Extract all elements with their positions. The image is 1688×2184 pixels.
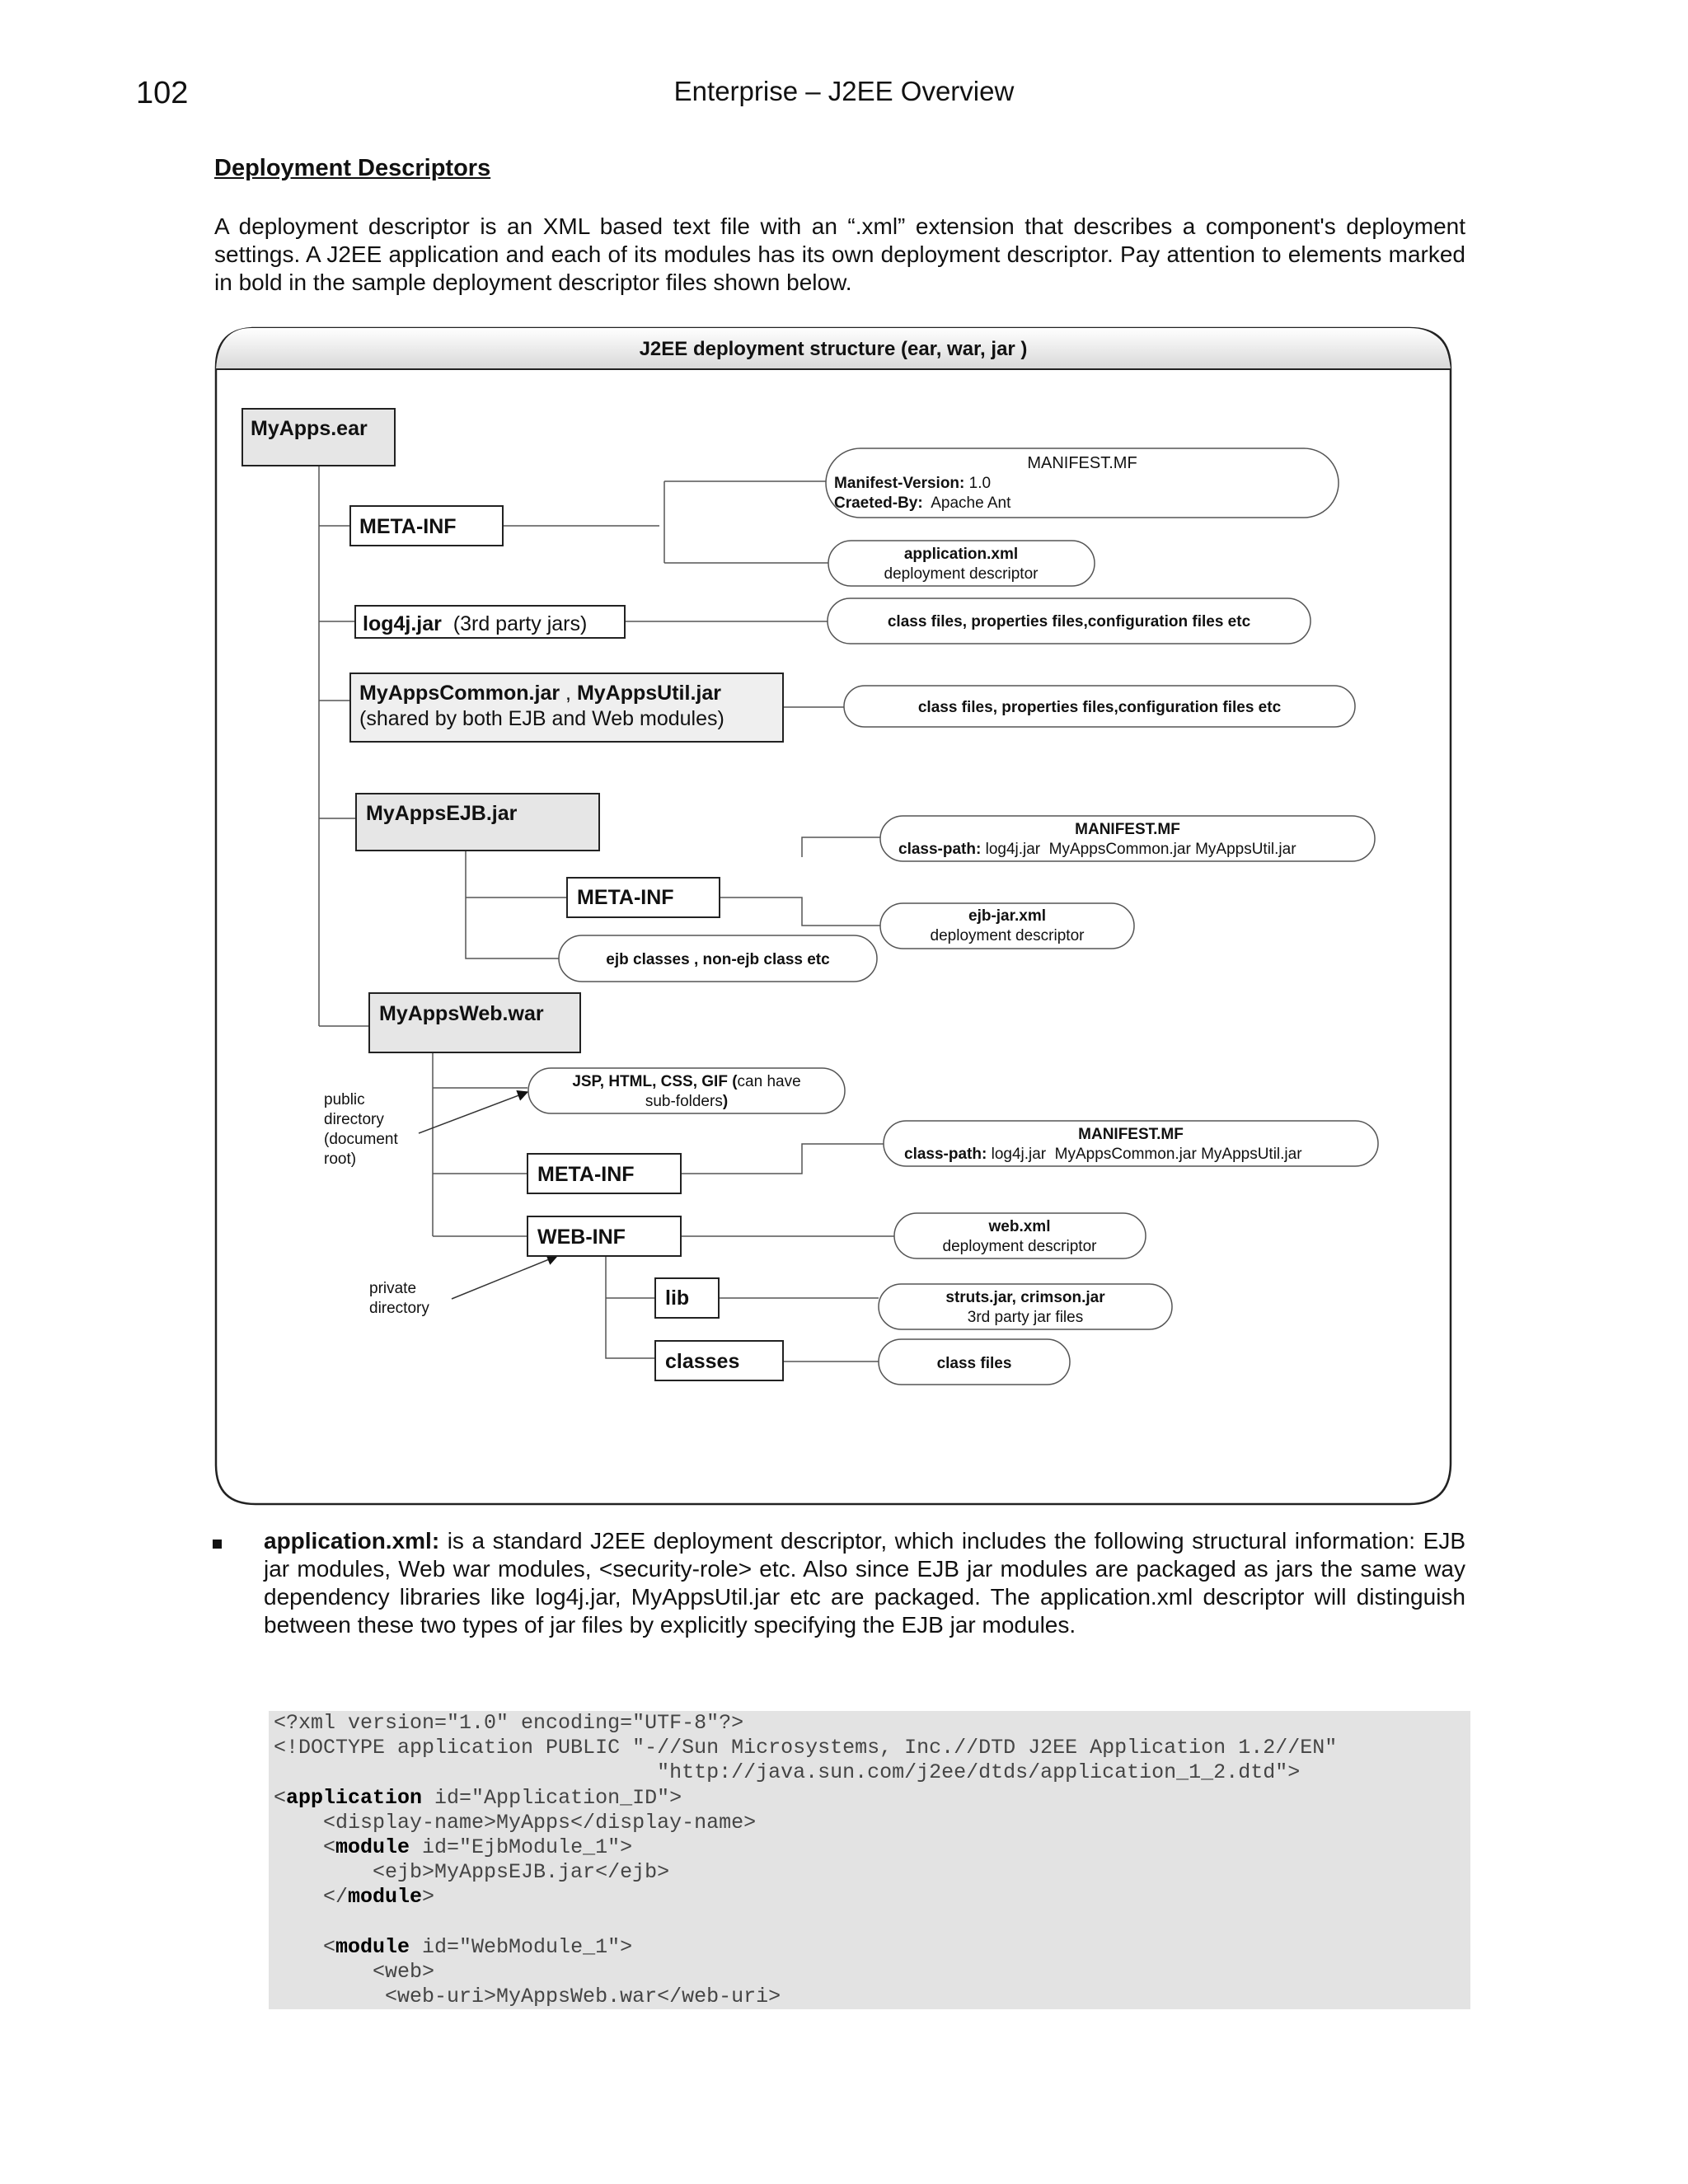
svg-text:log4j.jar (3rd party jars) xyxy=(363,612,587,635)
code-line: <module id="EjbModule_1"> xyxy=(274,1835,633,1859)
running-header: Enterprise – J2EE Overview xyxy=(673,76,1015,106)
meta-inf-box xyxy=(350,506,503,546)
bullet-marker xyxy=(213,1540,222,1549)
svg-text:class files: class files xyxy=(936,1355,1012,1372)
code-line: <web> xyxy=(274,1959,435,1984)
bullet-paragraph xyxy=(264,1527,1465,1639)
code-line: <application id="Application_ID"> xyxy=(274,1785,682,1810)
svg-text:struts.jar, crimson.jar: struts.jar, crimson.jar xyxy=(945,1289,1105,1306)
svg-text:class-path: log4j.jar MyAppsC: class-path: log4j.jar MyAppsCommon.jar MyAppsUtil.jar xyxy=(904,1146,1302,1163)
svg-text:JSP, HTML, CSS, GIF (can have: JSP, HTML, CSS, GIF (can have xyxy=(572,1073,801,1090)
jsp-html-node xyxy=(528,1068,845,1113)
class-files-node-3 xyxy=(879,1339,1070,1385)
code-line xyxy=(274,1910,1470,1935)
code-line: <web-uri>MyAppsWeb.war</web-uri> xyxy=(274,1985,781,2009)
ejb-jar-box xyxy=(356,794,599,851)
class-files-node-1 xyxy=(828,598,1311,644)
log4j-note: (3rd party jars) xyxy=(441,612,588,635)
log4j-name: log4j.jar xyxy=(363,612,442,635)
code-line: <display-name>MyApps</display-name> xyxy=(274,1810,757,1835)
svg-text:3rd party jar files: 3rd party jar files xyxy=(967,1309,1084,1326)
class-files-node-2 xyxy=(844,686,1355,727)
classes-label: classes xyxy=(665,1350,740,1373)
war-box xyxy=(369,993,580,1052)
svg-text:directory: directory xyxy=(324,1111,384,1128)
war-meta-inf-box xyxy=(528,1154,681,1193)
manifest-title-1: MANIFEST.MF xyxy=(1027,454,1137,472)
ejb-classes-node xyxy=(559,935,877,982)
svg-text:sub-folders): sub-folders) xyxy=(645,1093,729,1110)
war-label: MyAppsWeb.war xyxy=(379,1002,544,1025)
ejb-jar-label: MyAppsEJB.jar xyxy=(366,802,518,825)
public-directory-label xyxy=(324,1091,398,1168)
code-line: <ejb>MyAppsEJB.jar</ejb> xyxy=(274,1860,670,1885)
page-number: 102 xyxy=(136,76,189,110)
meta-inf-label: META-INF xyxy=(359,515,457,538)
manifest-node-war xyxy=(884,1121,1378,1166)
diagram-title: J2EE deployment structure (ear, war, jar ) xyxy=(639,338,1028,360)
manifest-node-ear xyxy=(826,448,1339,518)
svg-text:deployment descriptor: deployment descriptor xyxy=(930,927,1085,944)
manifest-node-ejb xyxy=(880,816,1375,861)
svg-text:class files, properties files,: class files, properties files,configuration files etc xyxy=(887,613,1251,630)
svg-text:private: private xyxy=(369,1280,417,1297)
svg-text:public: public xyxy=(324,1091,365,1108)
util-jar-name: MyAppsUtil.jar xyxy=(576,682,721,705)
ear-box xyxy=(242,409,395,466)
web-inf-label: WEB-INF xyxy=(537,1226,626,1249)
svg-text:(document: (document xyxy=(324,1131,398,1148)
svg-text:class files, properties files,: class files, properties files,configuration files etc xyxy=(917,699,1282,716)
svg-text:MyAppsCommon.jar , MyAppsUtil.: MyAppsCommon.jar , MyAppsUtil.jar xyxy=(359,682,721,705)
code-block xyxy=(269,1711,1470,2009)
svg-text:web.xml: web.xml xyxy=(988,1218,1051,1235)
svg-text:directory: directory xyxy=(369,1300,429,1317)
common-jar-note: (shared by both EJB and Web modules) xyxy=(359,707,724,730)
bullet-term: application.xml: xyxy=(264,1528,440,1554)
svg-text:deployment descriptor: deployment descriptor xyxy=(942,1238,1097,1255)
application-xml-name: application.xml xyxy=(903,546,1019,563)
application-xml-desc: deployment descriptor xyxy=(884,565,1039,583)
ejb-meta-inf-box xyxy=(567,878,720,917)
svg-text:Craeted-By: Apache Ant: Craeted-By: Apache Ant xyxy=(834,494,1011,512)
ear-label: MyApps.ear xyxy=(251,417,368,440)
svg-text:MANIFEST.MF: MANIFEST.MF xyxy=(1078,1126,1184,1143)
svg-text:MANIFEST.MF: MANIFEST.MF xyxy=(1075,821,1180,838)
war-meta-inf-label: META-INF xyxy=(537,1163,635,1186)
struts-jar-node xyxy=(879,1284,1172,1329)
lib-label: lib xyxy=(665,1286,690,1310)
svg-text:ejb classes , non-ejb class e: ejb classes , non-ejb class etc xyxy=(606,951,830,968)
bullet-text: is a standard J2EE deployment descriptor, which includes the following structural information: EJB jar modules, Web war modules, <security-role> etc. Also since EJB jar modules are packaged as jars the same way dependency libraries like log4j.jar, MyAppsUtil.jar etc are packaged. The application.xml descriptor will distinguish between these two types of jar files by explicitly specifying the EJB jar modules. xyxy=(264,1528,1465,1638)
common-jar-box xyxy=(350,673,783,742)
private-directory-label xyxy=(369,1280,429,1317)
code-line: <!DOCTYPE application PUBLIC "-//Sun Microsystems, Inc.//DTD J2EE Application 1.2//EN" xyxy=(274,1736,1338,1760)
web-xml-node xyxy=(894,1213,1146,1258)
common-jar-name: MyAppsCommon.jar xyxy=(359,682,560,705)
ejb-jar-xml-node xyxy=(880,903,1134,949)
application-xml-node xyxy=(828,541,1095,586)
classes-box xyxy=(655,1341,783,1380)
svg-text:class-path: log4j.jar MyAppsC: class-path: log4j.jar MyAppsCommon.jar MyAppsUtil.jar xyxy=(898,841,1296,858)
code-line: "http://java.sun.com/j2ee/dtds/application_1_2.dtd"> xyxy=(274,1760,1301,1785)
svg-text:root): root) xyxy=(324,1151,357,1168)
ejb-meta-inf-label: META-INF xyxy=(577,886,674,909)
svg-text:ejb-jar.xml: ejb-jar.xml xyxy=(968,907,1046,925)
code-line: <?xml version="1.0" encoding="UTF-8"?> xyxy=(274,1711,744,1735)
section-title: Deployment Descriptors xyxy=(214,155,491,181)
code-line: </module> xyxy=(274,1885,435,1910)
intro-paragraph: A deployment descriptor is an XML based text file with an “.xml” extension that describes a component's deployment settings. A J2EE application and each of its modules has its own deployment descriptor. Pay attention to elements marked in bold in the sample deployment descriptor files shown below. xyxy=(214,213,1465,295)
web-inf-box xyxy=(528,1216,681,1256)
log4j-box xyxy=(355,606,625,638)
svg-text:Manifest-Version: 1.0: Manifest-Version: 1.0 xyxy=(834,475,992,492)
lib-box xyxy=(655,1278,719,1318)
code-line: <module id="WebModule_1"> xyxy=(274,1934,633,1959)
